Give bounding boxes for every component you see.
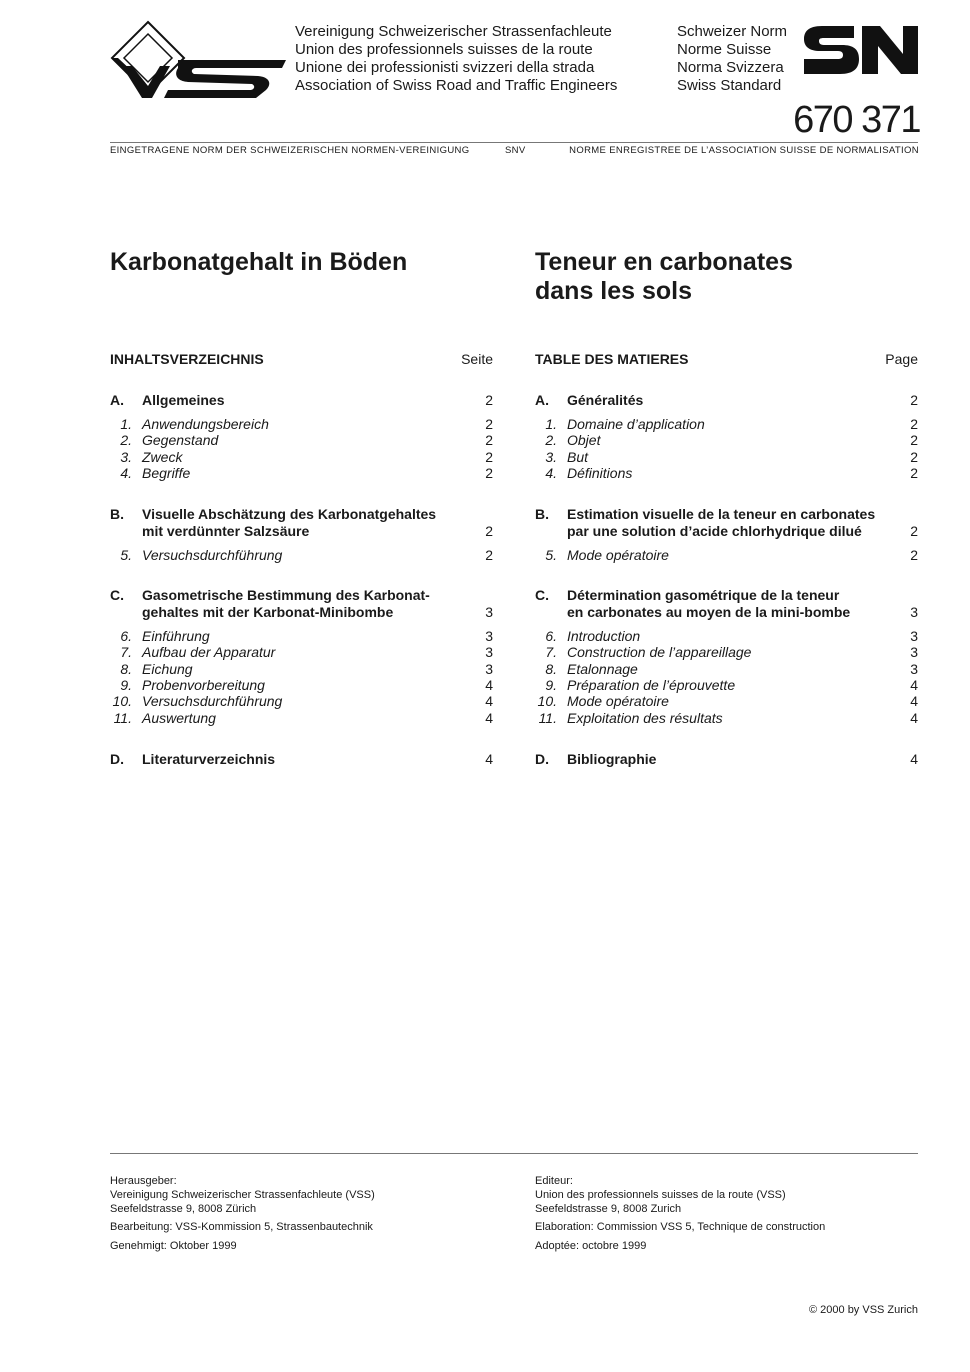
toc-item-de	[110, 465, 493, 481]
section-title: Gasometrische Bestimmung des Karbonat- gehaltes mit der Karbonat-Minibombe	[142, 587, 430, 620]
approved-de: Genehmigt: Oktober 1999	[110, 1240, 237, 1252]
org-name-fr: Union des professionnels suisses de la route	[295, 41, 593, 58]
item-title: Anwendungsbereich	[142, 416, 269, 432]
toc-item-de	[110, 710, 493, 726]
toc-section-a-fr	[535, 392, 918, 409]
item-title: Mode opératoire	[567, 547, 669, 563]
item-number: 10.	[537, 693, 557, 710]
vss-logo-mark-icon	[108, 20, 290, 102]
section-letter: C.	[535, 587, 549, 603]
item-page: 3	[485, 660, 493, 677]
toc-page-heading-fr: Page	[885, 351, 918, 367]
item-number: 10.	[112, 693, 132, 710]
item-number: 6.	[545, 628, 557, 644]
section-title: Literaturverzeichnis	[142, 751, 276, 767]
item-title: Etalonnage	[567, 660, 638, 677]
vss-logo	[108, 20, 290, 102]
toc-item-fr	[535, 449, 918, 465]
item-number: 11.	[538, 709, 557, 726]
toc-section-b-fr	[535, 506, 918, 540]
sn-logo	[802, 24, 920, 76]
section-title: Allgemeines	[142, 392, 225, 408]
item-number: 7.	[545, 644, 557, 661]
item-number: 9.	[120, 676, 132, 693]
section-page: 4	[485, 751, 493, 767]
item-title: Gegenstand	[142, 432, 219, 449]
item-page: 2	[485, 547, 493, 563]
item-title: Préparation de l’éprouvette	[567, 676, 736, 693]
item-page: 2	[910, 547, 918, 563]
section-title: Bibliographie	[567, 751, 657, 767]
item-page: 4	[910, 676, 918, 693]
item-page: 2	[910, 416, 918, 432]
item-page: 2	[910, 432, 918, 449]
item-number: 4.	[545, 464, 557, 481]
toc-section-a-de	[110, 392, 493, 409]
section-letter: A.	[535, 392, 549, 408]
toc-item-fr	[535, 661, 918, 677]
item-number: 1.	[545, 416, 557, 432]
editing-de: Bearbeitung: VSS-Kommission 5, Strassenbautechnik	[110, 1221, 373, 1233]
item-page: 2	[485, 416, 493, 432]
item-title: But	[567, 448, 589, 465]
toc-item-de	[110, 677, 493, 693]
toc-item-fr	[535, 710, 918, 726]
item-number: 7.	[120, 644, 132, 661]
toc-item-fr	[535, 416, 918, 432]
section-letter: D.	[535, 751, 549, 767]
item-number: 5.	[120, 547, 132, 563]
item-number: 6.	[120, 628, 132, 644]
item-page: 4	[910, 693, 918, 710]
toc-item-de	[110, 432, 493, 448]
item-title: Construction de l’appareillage	[567, 644, 752, 661]
item-number: 4.	[120, 464, 132, 481]
section-page: 2	[485, 392, 493, 408]
item-page: 2	[910, 448, 918, 465]
toc-item-de	[110, 449, 493, 465]
toc-item-fr	[535, 644, 918, 660]
toc-heading-fr: TABLE DES MATIERES	[535, 351, 689, 367]
toc-section-b-de	[110, 506, 493, 540]
org-names	[295, 23, 617, 95]
footer-rule	[110, 1153, 918, 1154]
item-title: Versuchsdurchführung	[142, 547, 283, 563]
item-page: 2	[485, 432, 493, 449]
item-page: 4	[485, 676, 493, 693]
toc-page-heading-de: Seite	[461, 351, 493, 367]
org-name-de: Vereinigung Schweizerischer Strassenfachleute	[295, 23, 612, 40]
toc-section-d-de	[110, 751, 493, 768]
toc-section-c-de	[110, 587, 493, 621]
item-page: 3	[910, 644, 918, 661]
item-page: 2	[485, 464, 493, 481]
toc-section-c-fr	[535, 587, 918, 621]
item-title: Einführung	[142, 628, 210, 644]
section-page: 3	[910, 604, 918, 620]
editing-fr: Elaboration: Commission VSS 5, Technique de construction	[535, 1221, 826, 1233]
toc-heading-de: INHALTSVERZEICHNIS	[110, 351, 264, 367]
section-title: Visuelle Abschätzung des Karbonatgehaltes mit verdünnter Salzsäure	[142, 506, 437, 539]
section-page: 4	[910, 751, 918, 767]
title-de: Karbonatgehalt in Böden	[110, 248, 408, 276]
item-number: 5.	[545, 547, 557, 563]
item-title: Domaine d’application	[567, 416, 705, 432]
toc-item-fr	[535, 677, 918, 693]
toc-item-de	[110, 693, 493, 709]
item-page: 4	[910, 709, 918, 726]
item-title: Eichung	[142, 660, 193, 677]
section-page: 3	[485, 604, 493, 620]
item-title: Versuchsdurchführung	[142, 693, 283, 710]
item-title: Begriffe	[142, 464, 191, 481]
item-title: Probenvorbereitung	[142, 676, 265, 693]
item-title: Mode opératoire	[567, 693, 669, 710]
item-number: 2.	[545, 432, 557, 449]
toc-item-fr	[535, 432, 918, 448]
item-page: 3	[910, 660, 918, 677]
section-letter: B.	[110, 506, 124, 522]
item-title: Introduction	[567, 628, 641, 644]
standard-number: 670 371	[793, 99, 920, 141]
snv-label: SNV	[505, 145, 526, 156]
section-letter: C.	[110, 587, 124, 603]
registered-standard-de: EINGETRAGENE NORM DER SCHWEIZERISCHEN NORMEN-VEREINIGUNG	[110, 145, 470, 156]
standard-names	[677, 23, 787, 95]
standard-name-de: Schweizer Norm	[677, 23, 788, 40]
section-letter: D.	[110, 751, 124, 767]
toc-item-de	[110, 416, 493, 432]
section-title: Généralités	[567, 392, 644, 408]
section-letter: A.	[110, 392, 124, 408]
section-title: Estimation visuelle de la teneur en carbonates par une solution d’acide chlorhydrique dilué	[567, 506, 876, 539]
toc-item-de	[110, 547, 493, 563]
copyright: © 2000 by VSS Zurich	[809, 1304, 918, 1316]
item-number: 2.	[120, 432, 132, 449]
sn-logo-icon	[802, 24, 920, 76]
item-page: 3	[910, 628, 918, 644]
org-name-it: Unione dei professionisti svizzeri della strada	[295, 59, 595, 76]
item-number: 9.	[545, 676, 557, 693]
section-page: 2	[910, 392, 918, 408]
toc-item-fr	[535, 628, 918, 644]
toc-section-d-fr	[535, 751, 918, 768]
item-title: Définitions	[567, 464, 633, 481]
toc-item-fr	[535, 465, 918, 481]
registered-standard-fr: NORME ENREGISTREE DE L’ASSOCIATION SUISSE DE NORMALISATION	[569, 145, 919, 156]
publisher-de: Herausgeber: Vereinigung Schweizerischer Strassenfachleute (VSS) Seefeldstrasse 9, 8008 Zürich	[110, 1175, 375, 1215]
standard-name-fr: Norme Suisse	[677, 41, 772, 58]
item-page: 3	[485, 628, 493, 644]
item-page: 4	[485, 709, 493, 726]
standard-name-en: Swiss Standard	[677, 77, 782, 94]
section-page: 2	[910, 523, 918, 539]
publisher-fr: Editeur: Union des professionnels suisses de la route (VSS) Seefeldstrasse 9, 8008 Zurich	[535, 1175, 786, 1215]
org-name-en: Association of Swiss Road and Traffic Engineers	[295, 77, 618, 94]
section-page: 2	[485, 523, 493, 539]
section-letter: B.	[535, 506, 549, 522]
toc-item-fr	[535, 547, 918, 563]
standard-name-it: Norma Svizzera	[677, 59, 784, 76]
item-page: 2	[485, 448, 493, 465]
item-page: 4	[485, 693, 493, 710]
item-number: 3.	[120, 448, 132, 465]
item-page: 2	[910, 464, 918, 481]
item-number: 3.	[545, 448, 557, 465]
approved-fr: Adoptée: octobre 1999	[535, 1240, 647, 1252]
item-number: 8.	[120, 660, 132, 677]
item-number: 8.	[545, 660, 557, 677]
item-page: 3	[485, 644, 493, 661]
toc-item-de	[110, 628, 493, 644]
item-title: Objet	[567, 432, 601, 449]
header-rule	[110, 142, 918, 143]
item-number: 1.	[120, 416, 132, 432]
item-number: 11.	[113, 709, 132, 726]
section-title: Détermination gasométrique de la teneur en carbonates au moyen de la mini-bombe	[567, 587, 851, 620]
item-title: Zweck	[142, 448, 183, 465]
item-title: Auswertung	[142, 709, 216, 726]
toc-item-de	[110, 661, 493, 677]
toc-item-fr	[535, 693, 918, 709]
item-title: Exploitation des résultats	[567, 709, 723, 726]
item-title: Aufbau der Apparatur	[142, 644, 276, 661]
title-fr: Teneur en carbonates dans les sols	[535, 248, 793, 305]
toc-item-de	[110, 644, 493, 660]
